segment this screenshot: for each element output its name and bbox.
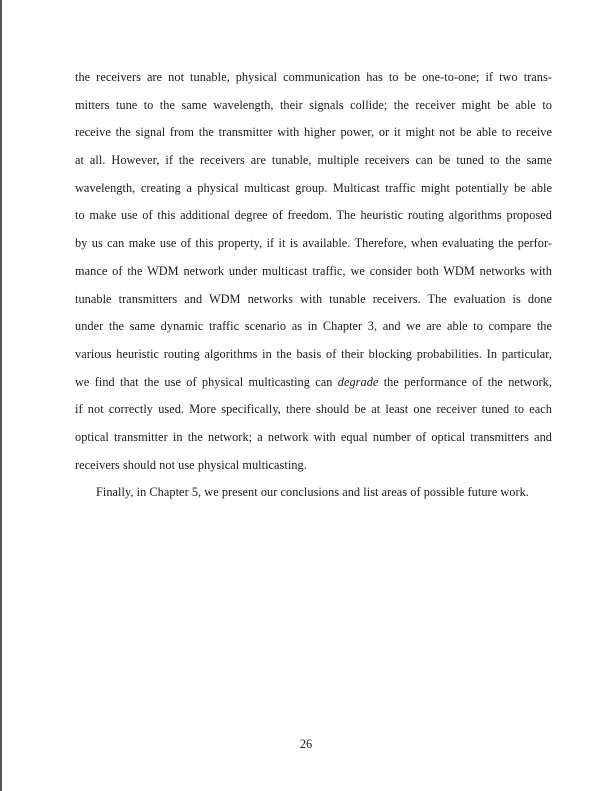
text-line: mitters tune to the same wavelength, their signals collide; the receiver might be able to xyxy=(75,97,552,112)
emphasis-degrade: degrade xyxy=(337,374,379,389)
text-line: tunable transmitters and WDM networks with tunable receivers. The evaluation is done xyxy=(75,291,552,306)
text-line: receive the signal from the transmitter with higher power, or it might not be able to receive xyxy=(75,125,552,140)
page-number: 26 xyxy=(299,737,313,751)
body-text xyxy=(75,64,552,507)
text-line xyxy=(75,369,552,397)
text-line: mance of the WDM network under multicast traffic, we consider both WDM networks with xyxy=(75,263,552,278)
text-line: the receivers are not tunable, physical communication has to be one-to-one; if two trans- xyxy=(75,70,552,84)
text-segment: we find that the use of physical multicasting can xyxy=(75,374,333,389)
scan-edge xyxy=(0,0,2,791)
text-line: various heuristic routing algorithms in the basis of their blocking probabilities. In particular, xyxy=(75,346,552,361)
text-line: by us can make use of this property, if it is available. Therefore, when evaluating the perfor- xyxy=(75,236,552,251)
text-line: to make use of this additional degree of freedom. The heuristic routing algorithms proposed xyxy=(75,208,552,223)
text-line: wavelength, creating a physical multicast group. Multicast traffic might potentially be able xyxy=(75,180,552,195)
text-segment: the performance of the network, xyxy=(383,374,552,389)
text-line: Finally, in Chapter 5, we present our conclusions and list areas of possible future work. xyxy=(96,485,529,500)
text-line: at all. However, if the receivers are tunable, multiple receivers can be tuned to the same xyxy=(75,153,552,168)
text-line: under the same dynamic traffic scenario as in Chapter 3, and we are able to compare the xyxy=(75,319,552,334)
text-line: optical transmitter in the network; a network with equal number of optical transmitters and xyxy=(75,429,552,444)
text-line: if not correctly used. More specifically, there should be at least one receiver tuned to each xyxy=(75,402,552,417)
text-line: receivers should not use physical multicasting. xyxy=(75,457,307,472)
